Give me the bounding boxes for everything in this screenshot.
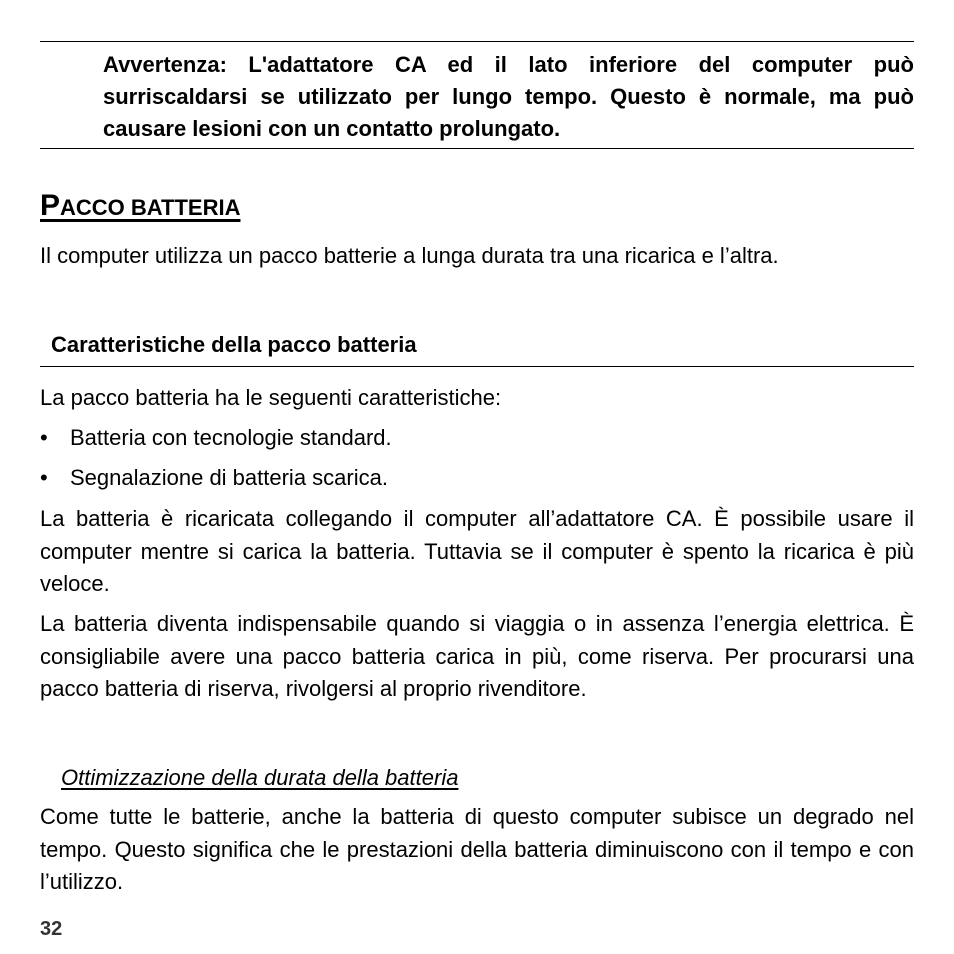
list-item-text: Batteria con tecnologie standard.: [70, 425, 392, 450]
features-lead: La pacco batteria ha le seguenti caratteristiche:: [40, 385, 502, 410]
warning-text: Avvertenza: L'adattatore CA ed il lato inferiore del computer può surriscaldarsi se utilizzato per lungo tempo. Questo è normale, ma può causare lesioni con un contatto prolungato.: [103, 52, 914, 141]
section-title: [40, 186, 240, 228]
bullet-icon: •: [40, 465, 48, 490]
list-item-text: Segnalazione di batteria scarica.: [70, 465, 388, 490]
warning-box: [40, 41, 914, 149]
page-number: 32: [40, 918, 63, 940]
section-title-initial: P: [40, 189, 61, 222]
section-intro: Il computer utilizza un pacco batterie a lunga durata tra una ricarica e l’altra.: [40, 243, 779, 268]
charging-paragraph: La batteria è ricaricata collegando il computer all’adattatore CA. È possibile usare il computer mentre si carica la batteria. Tuttavia se il computer è spento la ricarica è più veloce.: [40, 506, 914, 596]
bullet-icon: •: [40, 425, 48, 450]
section-title-rest: ACCO BATTERIA: [60, 195, 241, 220]
features-heading-label: Caratteristiche della pacco batteria: [51, 332, 417, 357]
features-heading: [40, 330, 914, 367]
optimization-heading: Ottimizzazione della durata della batteria: [61, 765, 459, 790]
spare-battery-paragraph: La batteria diventa indispensabile quando si viaggia o in assenza l’energia elettrica. È consigliabile avere una pacco batteria carica in più, come riserva. Per procurarsi una pacco batteria di riserva, rivolgersi al proprio rivenditore.: [40, 611, 914, 701]
optimization-paragraph: Come tutte le batterie, anche la batteria di questo computer subisce un degrado nel tempo. Questo significa che le prestazioni della batteria diminuiscono con il tempo e con l’utilizzo.: [40, 804, 914, 894]
